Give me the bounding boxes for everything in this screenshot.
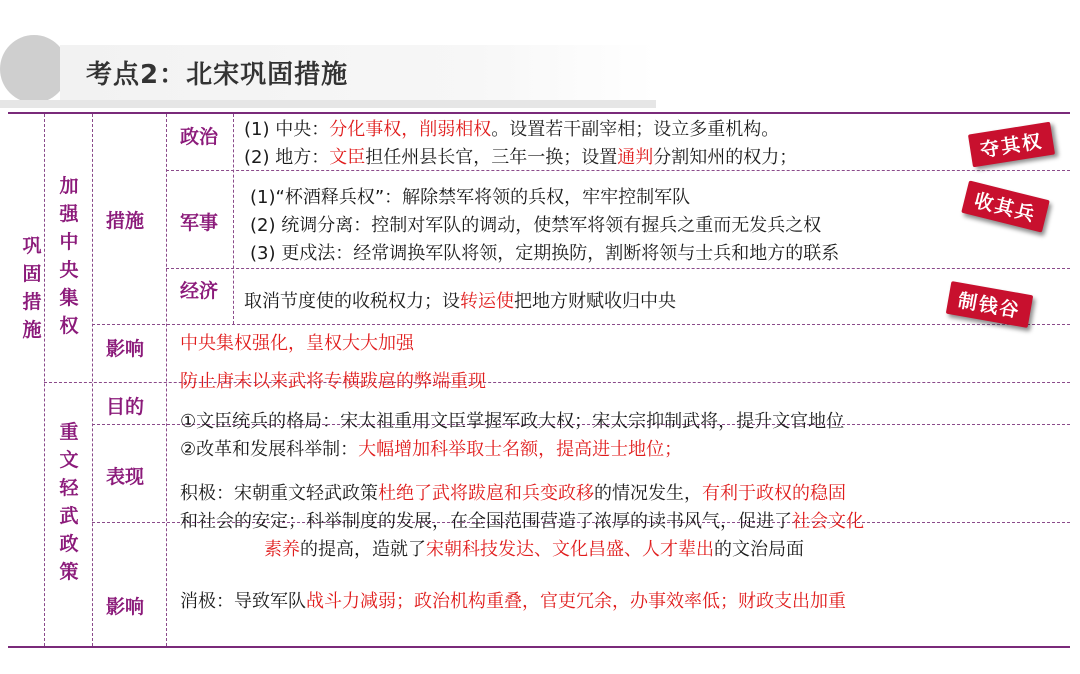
group-label-jiaqiang: 加强中央集权 — [59, 175, 79, 337]
influence-2-line-3 — [264, 538, 804, 562]
text-span: 把地方财赋收归中央 — [514, 291, 676, 312]
text-span: ；科举制度的发展，在全国范围营造了浓厚的读书风气，促进了 — [288, 511, 792, 532]
label-influence-1: 影响 — [106, 338, 145, 360]
table-bottom-rule — [8, 646, 1070, 648]
highlight-span: 转运使 — [460, 291, 514, 312]
col-divider-3 — [166, 114, 167, 646]
row-divider-military — [166, 268, 1070, 269]
influence-2-line-1 — [180, 482, 846, 506]
col-divider-4 — [233, 114, 234, 324]
text-span: 取消节度使的收税权力；设 — [244, 291, 460, 312]
influence-1-text: 中央集权强化，皇权大大加强 — [180, 333, 414, 354]
title-underline — [0, 100, 656, 108]
stamp-duo-qi-quan: 夺其权 — [968, 122, 1055, 168]
text-span: (1) 中央： — [244, 119, 330, 140]
label-purpose: 目的 — [106, 396, 145, 418]
label-measures: 措施 — [106, 210, 145, 232]
label-influence-2: 影响 — [106, 596, 145, 618]
highlight-span: 社会文化 — [792, 511, 864, 532]
group-label-zhongwen: 重文轻武政策 — [59, 421, 79, 583]
text-span: 分割知州的权力； — [653, 147, 798, 168]
highlight-span: 战斗力减弱；政治机构重叠，官吏冗余，办事效率低；财政支出加重 — [306, 591, 846, 612]
military-line-1: (1)“杯酒释兵权”：解除禁军将领的兵权，牢牢控制军队 — [250, 187, 691, 208]
label-politics: 政治 — [180, 126, 219, 148]
col-divider-1 — [44, 114, 45, 646]
col-divider-2 — [92, 114, 93, 646]
military-line-3: (3) 更戍法：经常调换军队将领，定期换防，割断将领与士兵和地方的联系 — [250, 243, 840, 264]
text-span: 和社会的安定 — [180, 511, 288, 532]
decorative-circle — [0, 35, 68, 103]
politics-line-2 — [244, 146, 797, 170]
table-top-rule — [8, 112, 1070, 114]
influence-2-line-2 — [180, 510, 864, 534]
politics-line-1 — [244, 118, 779, 142]
text-span: ②改革和发展科举制： — [180, 439, 359, 460]
influence-2-line-4 — [180, 590, 846, 614]
economy-line-1 — [244, 290, 676, 314]
highlight-span: 杜绝了武将跋扈和兵变政移 — [378, 483, 594, 504]
label-manifest: 表现 — [106, 466, 145, 488]
highlight-span: 通判 — [617, 147, 654, 168]
label-economy: 经济 — [180, 280, 219, 302]
page-title: 考点2：北宋巩固措施 — [86, 60, 349, 90]
text-span: 。设置若干副宰相；设立多重机构。 — [491, 119, 780, 140]
text-span: 积极：宋朝重文轻武政策 — [180, 483, 378, 504]
text-span: 的情况发生， — [594, 483, 702, 504]
highlight-span: 文臣 — [329, 147, 366, 168]
highlight-span: 分化事权，削弱相权 — [329, 119, 492, 140]
highlight-span: 素养 — [264, 539, 300, 560]
stamp-zhi-qian-gu: 制钱谷 — [946, 281, 1033, 328]
text-span: 消极：导致军队 — [180, 591, 306, 612]
label-military: 军事 — [180, 212, 219, 234]
highlight-span: 大幅增加科举取士名额，提高进士地位； — [358, 439, 683, 460]
highlight-span: 宋朝科技发达、文化昌盛、人才辈出 — [426, 539, 714, 560]
row-divider-measures — [92, 324, 1070, 325]
stamp-shou-qi-bing: 收其兵 — [961, 180, 1050, 232]
purpose-text: 防止唐末以来武将专横跋扈的弊端重现 — [180, 371, 486, 392]
text-span: 担任州县长官，三年一换；设置 — [365, 147, 618, 168]
row-divider-politics — [166, 170, 1070, 171]
military-line-2: (2) 统调分离：控制对军队的调动，使禁军将领有握兵之重而无发兵之权 — [250, 215, 822, 236]
manifest-line-1: ①文臣统兵的格局：宋太祖重用文臣掌握军政大权；宋太宗抑制武将，提升文官地位 — [180, 411, 845, 432]
highlight-span: 有利于政权的稳固 — [702, 483, 846, 504]
text-span: (2) 地方： — [244, 147, 330, 168]
col1-label-gonggu: 巩固措施 — [22, 235, 42, 341]
text-span: 的文治局面 — [714, 539, 804, 560]
text-span: 的提高，造就了 — [300, 539, 426, 560]
manifest-line-2 — [180, 438, 682, 462]
